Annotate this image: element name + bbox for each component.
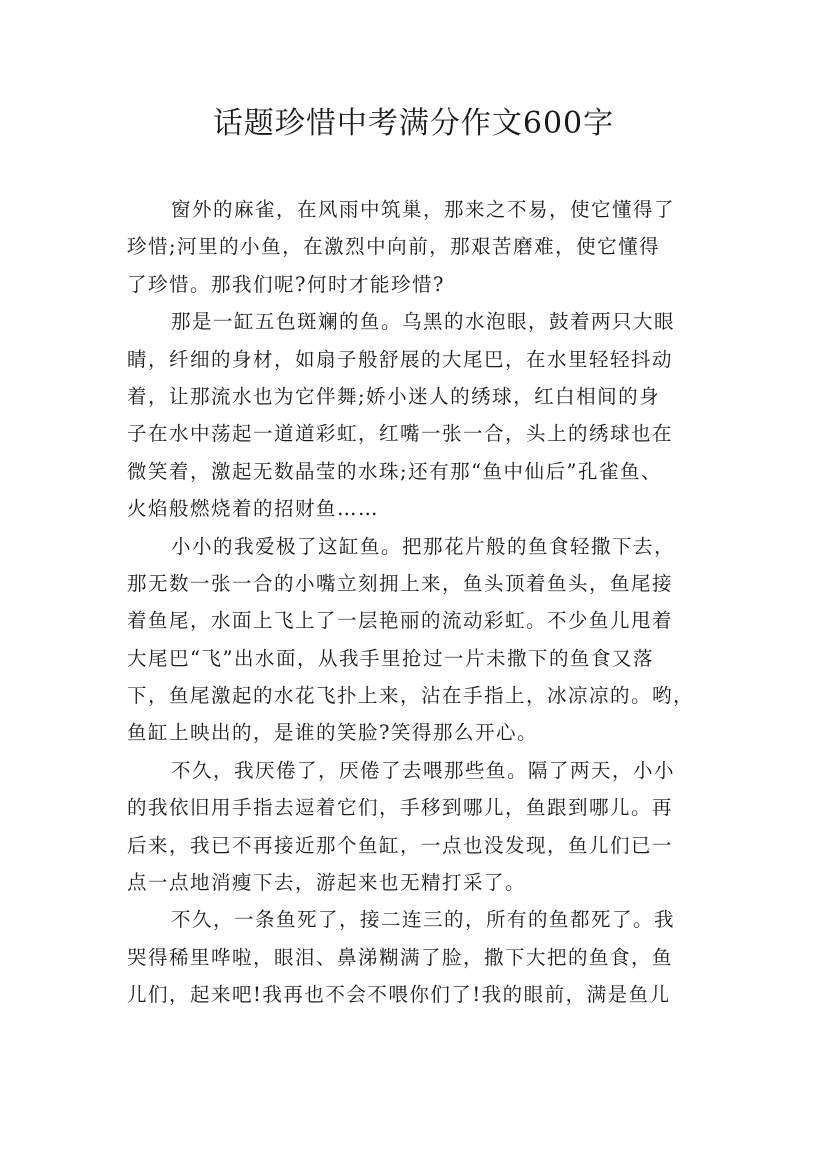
- text-line: 点一点地消瘦下去，游起来也无精打采了。: [127, 871, 527, 895]
- text-line: 了珍惜。那我们呢?何时才能珍惜?: [127, 272, 445, 296]
- text-line: 不久，我厌倦了，厌倦了去喂那些鱼。隔了两天，小小: [171, 758, 676, 782]
- text-line: 睛，纤细的身材，如扇子般舒展的大尾巴，在水里轻轻抖动: [127, 347, 674, 371]
- text-line: 大尾巴“飞”出水面，从我手里抢过一片未撒下的鱼食又落: [127, 646, 654, 670]
- text-line: 儿们，起来吧!我再也不会不喂你们了!我的眼前，满是鱼儿: [127, 983, 671, 1007]
- text-line: 微笑着，激起无数晶莹的水珠;还有那“鱼中仙后”孔雀鱼、: [127, 459, 663, 483]
- text-line: 珍惜;河里的小鱼，在激烈中向前，那艰苦磨难，使它懂得: [127, 235, 661, 259]
- document-title: 话题珍惜中考满分作文600字: [212, 106, 615, 141]
- text-line: 着，让那流水也为它伴舞;娇小迷人的绣球，红白相间的身: [127, 384, 661, 408]
- text-line: 哭得稀里哗啦，眼泪、鼻涕糊满了脸，撒下大把的鱼食，鱼: [127, 945, 674, 969]
- text-line: 不久，一条鱼死了，接二连三的，所有的鱼都死了。我: [171, 908, 676, 932]
- text-line: 小小的我爱极了这缸鱼。把那花片般的鱼食轻撒下去，: [171, 534, 676, 558]
- text-line: 那无数一张一合的小嘴立刻拥上来，鱼头顶着鱼头，鱼尾接: [127, 571, 674, 595]
- text-line: 的我依旧用手指去逗着它们，手移到哪儿，鱼跟到哪儿。再: [127, 796, 674, 820]
- text-line: 着鱼尾，水面上飞上了一层艳丽的流动彩虹。不少鱼儿甩着: [127, 609, 674, 633]
- text-line: 后来，我已不再接近那个鱼缸，一点也没发现，鱼儿们已一: [127, 833, 674, 857]
- text-line: 火焰般燃烧着的招财鱼……: [127, 497, 380, 521]
- text-line: 那是一缸五色斑斓的鱼。乌黑的水泡眼，鼓着两只大眼: [171, 310, 676, 334]
- text-line: 下，鱼尾激起的水花飞扑上来，沾在手指上，冰凉凉的。哟，: [127, 684, 695, 708]
- text-line: 子在水中荡起一道道彩虹，红嘴一张一合，头上的绣球也在: [127, 422, 674, 446]
- text-line: 鱼缸上映出的，是谁的笑脸?笑得那么开心。: [127, 721, 538, 745]
- essay-body: [127, 191, 717, 1014]
- text-line: 窗外的麻雀，在风雨中筑巢，那来之不易，使它懂得了: [171, 198, 676, 221]
